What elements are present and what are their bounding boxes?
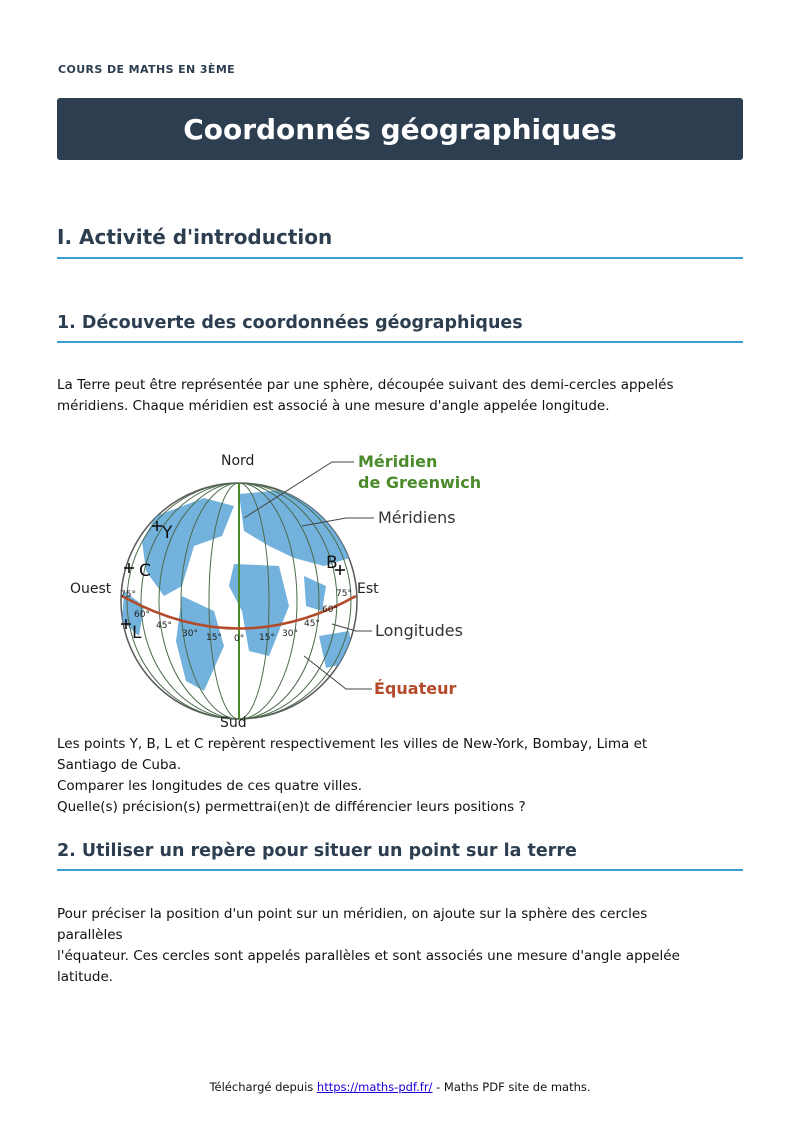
subsection-heading-discovery: 1. Découverte des coordonnées géographiques bbox=[57, 313, 743, 343]
south-label: Sud bbox=[220, 715, 247, 731]
question-line: Comparer les longitudes de ces quatre villes. bbox=[57, 778, 363, 794]
north-label: Nord bbox=[221, 453, 255, 469]
footer-link[interactable]: https://maths-pdf.fr/ bbox=[316, 1080, 433, 1094]
meridians-label: Méridiens bbox=[378, 508, 456, 527]
svg-text:75°: 75° bbox=[120, 590, 136, 600]
svg-text:45°: 45° bbox=[156, 621, 172, 631]
latitude-paragraph bbox=[57, 904, 743, 988]
svg-text:60°: 60° bbox=[134, 610, 150, 620]
latitude-line: parallèles bbox=[57, 927, 123, 943]
point-B-label: B bbox=[326, 553, 338, 573]
svg-text:15°: 15° bbox=[206, 633, 222, 643]
latitude-line: Pour préciser la position d'un point sur un méridien, on ajoute sur la sphère des cercles bbox=[57, 906, 648, 922]
question-line: Les points Y, B, L et C repèrent respectivement les villes de New-York, Bombay, Lima et bbox=[57, 736, 648, 752]
intro-line: La Terre peut être représentée par une sphère, découpée suivant des demi-cercles appelés bbox=[57, 377, 674, 393]
svg-text:45°: 45° bbox=[304, 619, 320, 629]
footer bbox=[0, 1080, 800, 1094]
point-C-label: C bbox=[139, 561, 151, 581]
question-line: Santiago de Cuba. bbox=[57, 757, 182, 773]
greenwich-label-2: de Greenwich bbox=[358, 473, 482, 492]
equator-label: Équateur bbox=[374, 679, 457, 698]
point-Y-label: Y bbox=[162, 523, 173, 543]
east-label: Est bbox=[357, 581, 379, 597]
section-heading-intro: I. Activité d'introduction bbox=[57, 225, 743, 259]
svg-text:75°: 75° bbox=[336, 589, 352, 599]
page-title: Coordonnés géographiques bbox=[57, 98, 743, 160]
subsection-heading-reference: 2. Utiliser un repère pour situer un point sur la terre bbox=[57, 841, 743, 871]
longitudes-label: Longitudes bbox=[375, 621, 463, 640]
svg-text:60°: 60° bbox=[322, 605, 338, 615]
globe-diagram bbox=[64, 446, 484, 731]
question-line: Quelle(s) précision(s) permettrai(en)t de différencier leurs positions ? bbox=[57, 799, 526, 815]
course-label: COURS DE MATHS EN 3ÈME bbox=[58, 63, 236, 76]
svg-text:30°: 30° bbox=[182, 629, 198, 639]
footer-suffix: - Maths PDF site de maths. bbox=[432, 1080, 591, 1094]
west-label: Ouest bbox=[70, 581, 112, 597]
greenwich-label-1: Méridien bbox=[358, 452, 438, 471]
intro-line: méridiens. Chaque méridien est associé à une mesure d'angle appelée longitude. bbox=[57, 398, 610, 414]
globe-figure bbox=[64, 446, 484, 735]
latitude-line: l'équateur. Ces cercles sont appelés parallèles et sont associés une mesure d'angle appelée bbox=[57, 948, 680, 964]
latitude-line: latitude. bbox=[57, 969, 114, 985]
svg-text:30°: 30° bbox=[282, 629, 298, 639]
svg-text:0°: 0° bbox=[234, 634, 245, 644]
svg-text:15°: 15° bbox=[259, 633, 275, 643]
footer-prefix: Téléchargé depuis bbox=[209, 1080, 317, 1094]
point-L-label: L bbox=[132, 623, 142, 643]
intro-paragraph bbox=[57, 375, 743, 417]
question-paragraph bbox=[57, 734, 743, 818]
